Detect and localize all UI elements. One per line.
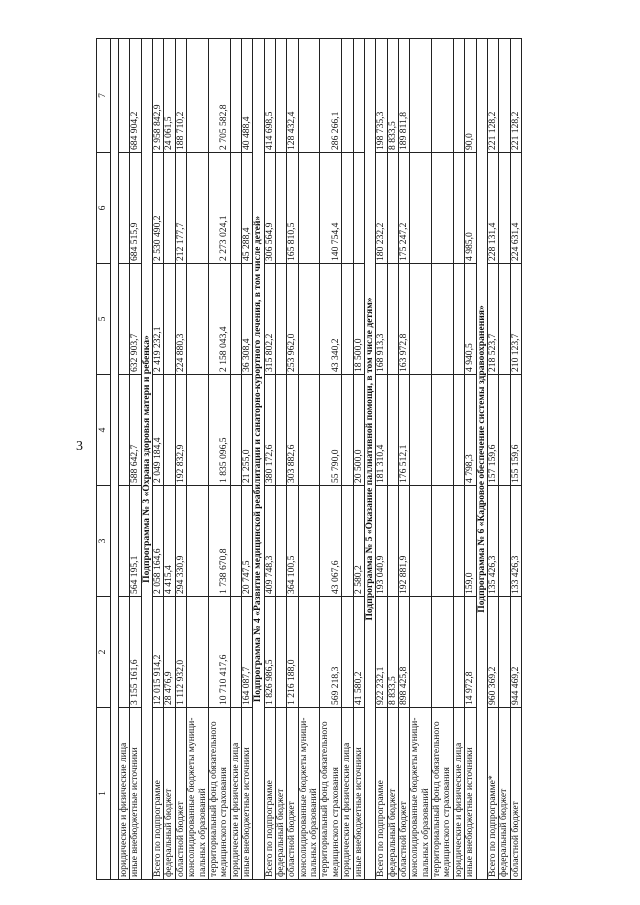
funding-source-label: областной бюджет [287,708,298,880]
funding-source-label: территориальный фонд обязательного медицинского страхования [320,708,342,880]
amount-cell [187,39,209,153]
amount-cell [119,264,130,375]
table-row [153,39,164,880]
amount-cell: 210 123,7 [510,264,521,375]
amount-cell [276,486,287,597]
table-row [119,39,130,880]
table-row [510,39,521,880]
amount-cell [187,153,209,264]
table-row [410,39,432,880]
amount-cell: 24 061,5 [164,39,175,153]
column-number: 3 [97,486,111,597]
amount-cell [353,39,364,153]
amount-cell [276,264,287,375]
amount-cell: 164 087,7 [241,597,252,708]
amount-cell: 564 195,1 [130,486,141,597]
amount-cell: 286 266,1 [320,39,342,153]
amount-cell: 41 580,2 [353,597,364,708]
amount-cell [387,375,398,486]
amount-cell [432,597,454,708]
table-row [208,39,230,880]
amount-cell: 4 940,5 [465,264,476,375]
amount-cell [276,375,287,486]
amount-cell: 3 155 161,6 [130,597,141,708]
amount-cell [119,597,130,708]
amount-cell [187,264,209,375]
table-row [230,39,241,880]
amount-cell [230,486,241,597]
amount-cell: 188 710,2 [175,39,186,153]
amount-cell [410,375,432,486]
funding-source-label: территориальный фонд обязательного медицинского страхования [208,708,230,880]
table-row [465,39,476,880]
amount-cell: 1 738 670,8 [208,486,230,597]
funding-source-label: Всего по подпрограмме* [487,708,498,880]
amount-cell [187,375,209,486]
amount-cell: 228 131,4 [487,153,498,264]
column-number: 2 [97,597,111,708]
table-row [376,39,387,880]
funding-source-label: федеральный бюджет [164,708,175,880]
amount-cell: 40 488,4 [241,39,252,153]
amount-cell: 409 748,3 [264,486,275,597]
funding-source-label: Всего по подпрограмме [264,708,275,880]
table-row [432,39,454,880]
amount-cell: 175 247,2 [398,153,409,264]
amount-cell [230,153,241,264]
subprogram-title: Подпрограмма № 4 «Развитие медицинской реабилитации и санаторно-курортного лечения, в том числе детей» [253,39,264,880]
amount-cell [230,375,241,486]
amount-cell: 133 426,3 [510,486,521,597]
column-number: 7 [97,39,111,153]
funding-source-label: иные внебюджетные источники [465,708,476,880]
amount-cell: 20 747,5 [241,486,252,597]
amount-cell: 944 469,2 [510,597,521,708]
amount-cell [119,486,130,597]
amount-cell [119,153,130,264]
table-row [320,39,342,880]
amount-cell: 2 273 024,1 [208,153,230,264]
funding-source-label: Всего по подпрограмме [376,708,387,880]
amount-cell [342,264,353,375]
amount-cell [499,597,510,708]
column-number: 4 [97,375,111,486]
funding-source-label: Всего по подпрограмме [153,708,164,880]
amount-cell: 306 564,9 [264,153,275,264]
amount-cell: 294 330,9 [175,486,186,597]
funding-source-label: консолидированные бюджеты муници-пальных образований [187,708,209,880]
subprogram-title: Подпрограмма № 3 «Охрана здоровья матери и ребенка» [141,39,152,880]
table-row [487,39,498,880]
amount-cell [342,39,353,153]
funding-source-label: иные внебюджетные источники [241,708,252,880]
amount-cell: 8 833,5 [387,39,398,153]
amount-cell: 198 735,3 [376,39,387,153]
amount-cell: 165 810,5 [287,153,298,264]
amount-cell: 218 523,7 [487,264,498,375]
funding-source-label: консолидированные бюджеты муници-пальных образований [410,708,432,880]
funding-source-label: федеральный бюджет [387,708,398,880]
amount-cell: 1 112 932,0 [175,597,186,708]
amount-cell [298,39,320,153]
table-row [187,39,209,880]
amount-cell: 163 972,8 [398,264,409,375]
funding-source-label: областной бюджет [175,708,186,880]
subprogram-heading-row [141,39,152,880]
amount-cell [410,39,432,153]
table-row [276,39,287,880]
amount-cell [298,597,320,708]
amount-cell: 221 128,2 [510,39,521,153]
amount-cell [432,39,454,153]
table-row [130,39,141,880]
subprogram-title: Подпрограмма № 5 «Оказание паллиативной помощи, в том числе детям» [364,39,375,880]
amount-cell [298,375,320,486]
amount-cell: 10 710 417,6 [208,597,230,708]
amount-cell [298,486,320,597]
amount-cell [432,375,454,486]
amount-cell: 192 832,9 [175,375,186,486]
amount-cell [230,597,241,708]
funding-source-label: федеральный бюджет [276,708,287,880]
table-row [241,39,252,880]
amount-cell [453,264,464,375]
funding-source-label: областной бюджет [510,708,521,880]
amount-cell: 21 255,0 [241,375,252,486]
amount-cell: 180 232,2 [376,153,387,264]
amount-cell: 157 159,6 [487,375,498,486]
amount-cell: 221 128,2 [487,39,498,153]
amount-cell: 224 880,3 [175,264,186,375]
amount-cell: 43 067,6 [320,486,342,597]
amount-cell: 922 232,1 [376,597,387,708]
amount-cell: 898 425,8 [398,597,409,708]
table-row [175,39,186,880]
amount-cell: 28 476,9 [164,597,175,708]
amount-cell [387,153,398,264]
amount-cell: 140 754,4 [320,153,342,264]
amount-cell: 414 698,5 [264,39,275,153]
amount-cell [432,486,454,597]
amount-cell [410,264,432,375]
amount-cell: 960 369,2 [487,597,498,708]
amount-cell [119,375,130,486]
column-number: 6 [97,153,111,264]
amount-cell [230,39,241,153]
funding-source-label: юридические и физические лица [119,708,130,880]
table-row [453,39,464,880]
amount-cell: 253 962,0 [287,264,298,375]
amount-cell [230,264,241,375]
amount-cell [164,375,175,486]
amount-cell: 1 216 188,0 [287,597,298,708]
table-row [353,39,364,880]
amount-cell [387,486,398,597]
amount-cell: 684 515,9 [130,153,141,264]
amount-cell: 181 310,4 [376,375,387,486]
amount-cell [342,153,353,264]
amount-cell [453,597,464,708]
amount-cell: 315 802,2 [264,264,275,375]
amount-cell: 159,0 [465,486,476,597]
amount-cell: 4 985,0 [465,153,476,264]
amount-cell [342,375,353,486]
table-row [298,39,320,880]
amount-cell [276,597,287,708]
funding-source-label: иные внебюджетные источники [130,708,141,880]
amount-cell: 569 218,3 [320,597,342,708]
amount-cell [187,486,209,597]
subprogram-heading-row [476,39,487,880]
amount-cell: 43 340,2 [320,264,342,375]
amount-cell [499,375,510,486]
amount-cell: 1 826 986,5 [264,597,275,708]
amount-cell [453,375,464,486]
amount-cell: 2 705 582,8 [208,39,230,153]
table-row [398,39,409,880]
amount-cell: 36 308,4 [241,264,252,375]
funding-source-label: консолидированные бюджеты муници-пальных образований [298,708,320,880]
amount-cell: 155 159,6 [510,375,521,486]
amount-cell: 4 415,4 [164,486,175,597]
column-number: 5 [97,264,111,375]
amount-cell: 18 500,0 [353,264,364,375]
amount-cell [298,153,320,264]
amount-cell: 12 015 914,2 [153,597,164,708]
rotated-table-container [96,40,532,880]
funding-source-label: юридические и физические лица [230,708,241,880]
amount-cell: 20 500,0 [353,375,364,486]
amount-cell [410,486,432,597]
funding-source-label: федеральный бюджет [499,708,510,880]
amount-cell [410,597,432,708]
table-row [264,39,275,880]
amount-cell [499,486,510,597]
amount-cell: 303 882,6 [287,375,298,486]
amount-cell: 168 913,3 [376,264,387,375]
table-row [287,39,298,880]
amount-cell [432,264,454,375]
amount-cell: 193 040,9 [376,486,387,597]
table-row [387,39,398,880]
amount-cell: 2 958 842,9 [153,39,164,153]
amount-cell: 135 426,3 [487,486,498,597]
amount-cell [453,153,464,264]
funding-source-label: юридические и физические лица [342,708,353,880]
amount-cell: 632 903,7 [130,264,141,375]
amount-cell [387,264,398,375]
column-number: 1 [97,708,111,880]
amount-cell [342,486,353,597]
table-row [164,39,175,880]
amount-cell [353,153,364,264]
amount-cell: 192 881,9 [398,486,409,597]
amount-cell: 189 811,8 [398,39,409,153]
amount-cell: 2 530 490,2 [153,153,164,264]
table-row [499,39,510,880]
amount-cell: 224 631,4 [510,153,521,264]
amount-cell: 14 972,8 [465,597,476,708]
subprogram-heading-row [364,39,375,880]
amount-cell: 45 288,4 [241,153,252,264]
amount-cell [499,264,510,375]
amount-cell [342,597,353,708]
amount-cell [164,264,175,375]
funding-source-label: юридические и физические лица [453,708,464,880]
amount-cell: 684 904,2 [130,39,141,153]
amount-cell: 128 432,4 [287,39,298,153]
amount-cell [276,39,287,153]
amount-cell: 212 177,7 [175,153,186,264]
amount-cell: 2 058 164,6 [153,486,164,597]
amount-cell [298,264,320,375]
funding-source-label: территориальный фонд обязательного медицинского страхования [432,708,454,880]
amount-cell [432,153,454,264]
funding-source-label: областной бюджет [398,708,409,880]
amount-cell [164,153,175,264]
amount-cell [453,39,464,153]
amount-cell: 364 100,5 [287,486,298,597]
amount-cell [276,153,287,264]
amount-cell: 2 580,2 [353,486,364,597]
subprogram-title: Подпрограмма № 6 «Кадровое обеспечение системы здравоохранения» [476,39,487,880]
amount-cell: 8 833,5 [387,597,398,708]
amount-cell [119,39,130,153]
budget-table [96,38,522,880]
table-row [342,39,353,880]
amount-cell [499,39,510,153]
column-number-row [97,39,111,880]
amount-cell [453,486,464,597]
table-body [119,39,522,880]
amount-cell: 2 049 184,4 [153,375,164,486]
funding-source-label: иные внебюджетные источники [353,708,364,880]
amount-cell: 55 790,0 [320,375,342,486]
amount-cell: 380 172,6 [264,375,275,486]
amount-cell: 4 798,3 [465,375,476,486]
amount-cell: 1 835 096,5 [208,375,230,486]
amount-cell: 176 512,1 [398,375,409,486]
amount-cell: 588 642,7 [130,375,141,486]
subprogram-heading-row [253,39,264,880]
amount-cell [410,153,432,264]
amount-cell [499,153,510,264]
amount-cell: 2 158 043,4 [208,264,230,375]
amount-cell: 90,0 [465,39,476,153]
page-number: 3 [76,439,83,454]
amount-cell [187,597,209,708]
amount-cell: 2 419 232,1 [153,264,164,375]
